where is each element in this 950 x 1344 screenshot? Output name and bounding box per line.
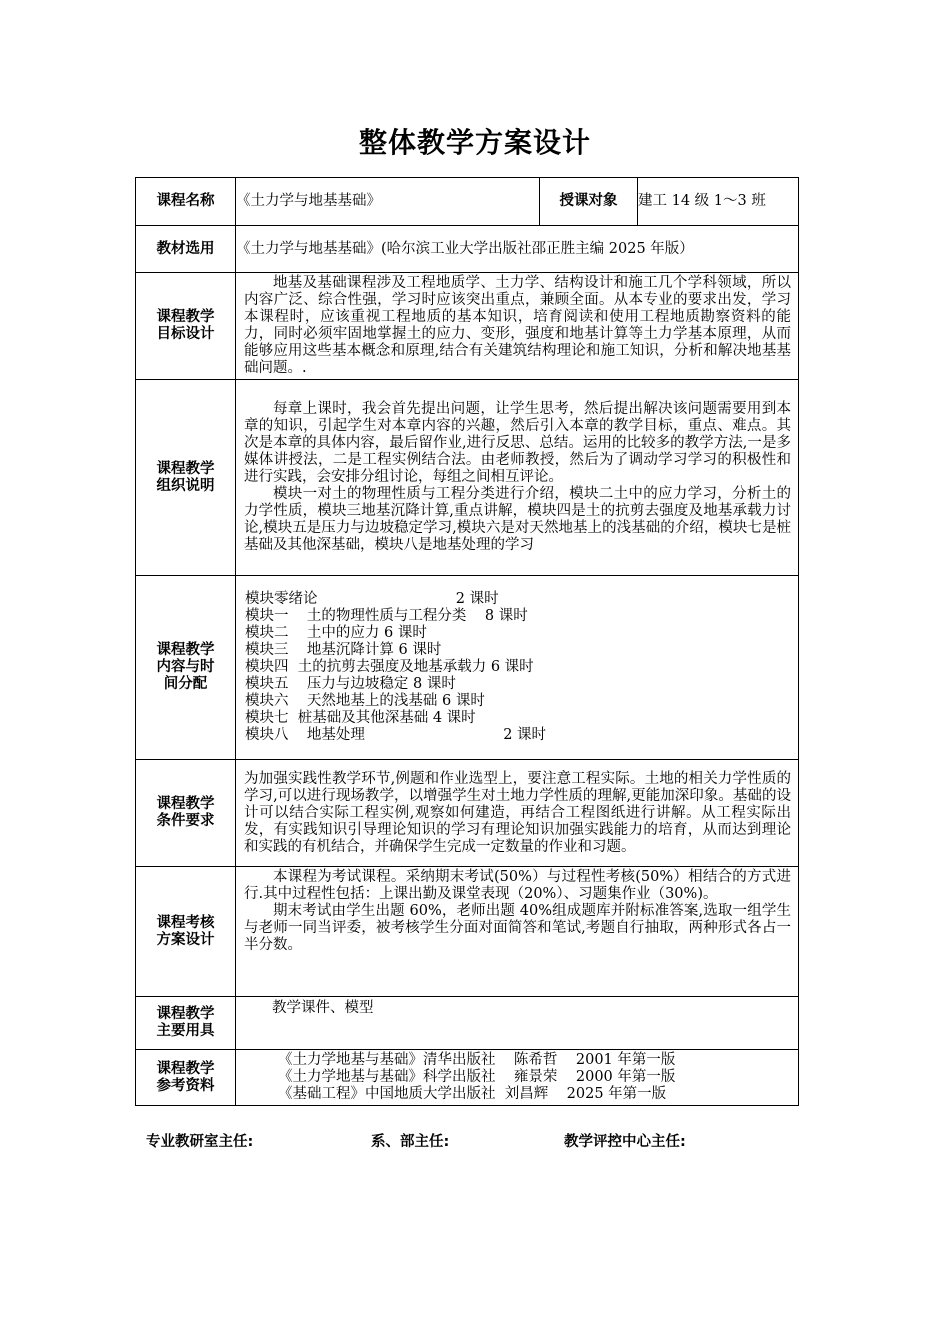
label-references-line2: 参考资料 <box>156 1077 215 1094</box>
organization-paragraph-1: 每章上课时，我会首先提出问题，让学生思考，然后提出解决该问题需要用到本章的知识，引起学生对本章内容的兴趣，然后引入本章的教学目标，重点、难点。其次是本章的具体内容，最后留作业,进行反思、总结。运用的比较多的教学方法,一是多媒体讲授法，二是工程实例结合法。由老师教授，然后为了调动学习学习的积极性和进行实践，会安排分组讨论，每组之间相互评论。 <box>244 401 791 485</box>
value-schedule <box>236 576 799 760</box>
assessment-paragraph-2: 期末考试由学生出题 60%，老师出题 40%组成题库并附标准答案,选取一组学生与老师一同当评委，被考核学生分面对面简答和笔试,考题自行抽取，两种形式各占一半分数。 <box>244 903 791 953</box>
label-organization-line2: 组织说明 <box>156 477 215 494</box>
label-conditions-line2: 条件要求 <box>156 813 215 829</box>
value-audience: 建工 14 级 1～3 班 <box>638 178 799 226</box>
label-references-line1: 课程教学 <box>156 1060 215 1077</box>
label-assessment-line1: 课程考核 <box>156 914 215 931</box>
schedule-item: 模块七 桩基础及其他深基础 4 课时 <box>245 710 476 726</box>
center-signature-label: 教学评控中心主任: <box>564 1134 686 1150</box>
label-references <box>136 1050 236 1106</box>
label-textbook: 教材选用 <box>136 226 236 273</box>
organization-paragraph-2: 模块一对土的物理性质与工程分类进行介绍，模块二土中的应力学习，分析土的力学性质，模块三地基沉降计算,重点讲解，模块四是土的抗剪去强度及地基承载力讨论,模块五是压力与边坡稳定学习,模块六是对天然地基上的浅基础的介绍，模块七是桩基础及其他深基础，模块八是地基处理的学习 <box>244 486 791 553</box>
row-organization <box>136 380 799 576</box>
value-organization <box>236 380 799 576</box>
value-assessment <box>236 867 799 997</box>
conditions-text: 为加强实践性教学环节,例题和作业选型上，要注意工程实际。土地的相关力学性质的学习,可以进行现场教学，以增强学生对土地力学性质的理解,更能加深印象。基础的设计可以结合实际工程实例,观察如何建造，再结合工程图纸进行讲解。从工程实际出发，有实践知识引导理论知识的学习有理论知识加强实践能力的培育，从而达到理论和实践的有机结合，并确保学生完成一定数量的作业和习题。 <box>244 770 791 855</box>
value-textbook: 《土力学与地基基础》(哈尔滨工业大学出版社邵正胜主编 2025 年版） <box>236 226 799 273</box>
label-conditions <box>136 760 236 867</box>
value-conditions <box>236 760 799 867</box>
label-schedule-line1: 课程教学 <box>156 642 215 658</box>
label-goal <box>136 273 236 380</box>
schedule-item: 模块五 压力与边坡稳定 8 课时 <box>245 676 456 692</box>
label-schedule-line2: 内容与时 <box>156 659 215 675</box>
label-schedule <box>136 576 236 760</box>
label-assessment <box>136 867 236 997</box>
label-schedule-line3: 间分配 <box>163 676 208 692</box>
row-goal <box>136 273 799 380</box>
row-references <box>136 1050 799 1106</box>
assessment-paragraph-1: 本课程为考试课程。采纳期末考试(50%）与过程性考核(50%）相结合的方式进行.其中过程性包括：上课出勤及课堂表现（20%）、习题集作业（30%)。 <box>244 869 791 902</box>
schedule-item: 模块二 土中的应力 6 课时 <box>245 625 427 641</box>
row-schedule <box>136 576 799 760</box>
document-title: 整体教学方案设计 <box>358 126 591 159</box>
schedule-item: 模块三 地基沉降计算 6 课时 <box>245 642 442 658</box>
schedule-item: 模块六 天然地基上的浅基础 6 课时 <box>245 693 485 709</box>
tools-text: 教学课件、模型 <box>272 1000 374 1016</box>
label-assessment-line2: 方案设计 <box>156 931 215 948</box>
dept-signature-label: 系、部主任: <box>371 1134 450 1150</box>
reference-item: 《基础工程》中国地质大学出版社 刘昌辉 2025 年第一版 <box>278 1086 667 1102</box>
value-course-name: 《土力学与地基基础》 <box>236 178 540 226</box>
label-audience: 授课对象 <box>540 178 638 226</box>
row-course-name <box>136 178 799 226</box>
schedule-item: 模块八 地基处理 2 课时 <box>245 727 547 743</box>
row-conditions <box>136 760 799 867</box>
row-assessment <box>136 867 799 997</box>
row-tools <box>136 997 799 1050</box>
row-textbook <box>136 226 799 273</box>
value-goal <box>236 273 799 380</box>
goal-text: 地基及基础课程涉及工程地质学、土力学、结构设计和施工几个学科领域，所以内容广泛、综合性强，学习时应该突出重点，兼顾全面。从本专业的要求出发，学习本课程时，应该重视工程地质的基本知识，培育阅读和使用工程地质勘察资料的能力，同时必须牢固地掌握土的应力、变形，强度和地基计算等土力学基本原理，从而能够应用这些基本概念和原理,结合有关建筑结构理论和施工知识，分析和解决地基基础问题。. <box>244 275 791 376</box>
value-references <box>236 1050 799 1106</box>
schedule-item: 模块四 土的抗剪去强度及地基承载力 6 课时 <box>245 659 534 675</box>
schedule-item: 模块零绪论 2 课时 <box>245 591 499 607</box>
label-organization-line1: 课程教学 <box>156 460 215 477</box>
label-goal-line2: 目标设计 <box>156 326 215 342</box>
label-tools-line1: 课程教学 <box>156 1006 215 1022</box>
schedule-item: 模块一 土的物理性质与工程分类 8 课时 <box>245 608 528 624</box>
label-tools <box>136 997 236 1050</box>
value-tools <box>236 997 799 1050</box>
label-goal-line1: 课程教学 <box>156 309 215 325</box>
reference-item: 《土力学地基与基础》清华出版社 陈希哲 2001 年第一版 <box>278 1052 676 1068</box>
label-tools-line2: 主要用具 <box>156 1023 215 1039</box>
label-organization <box>136 380 236 576</box>
reference-item: 《土力学地基与基础》科学出版社 雍景荣 2000 年第一版 <box>278 1069 676 1085</box>
plan-table <box>135 177 799 1106</box>
label-course-name: 课程名称 <box>136 178 236 226</box>
director-signature-label: 专业教研室主任: <box>146 1134 254 1150</box>
label-conditions-line1: 课程教学 <box>156 796 215 812</box>
